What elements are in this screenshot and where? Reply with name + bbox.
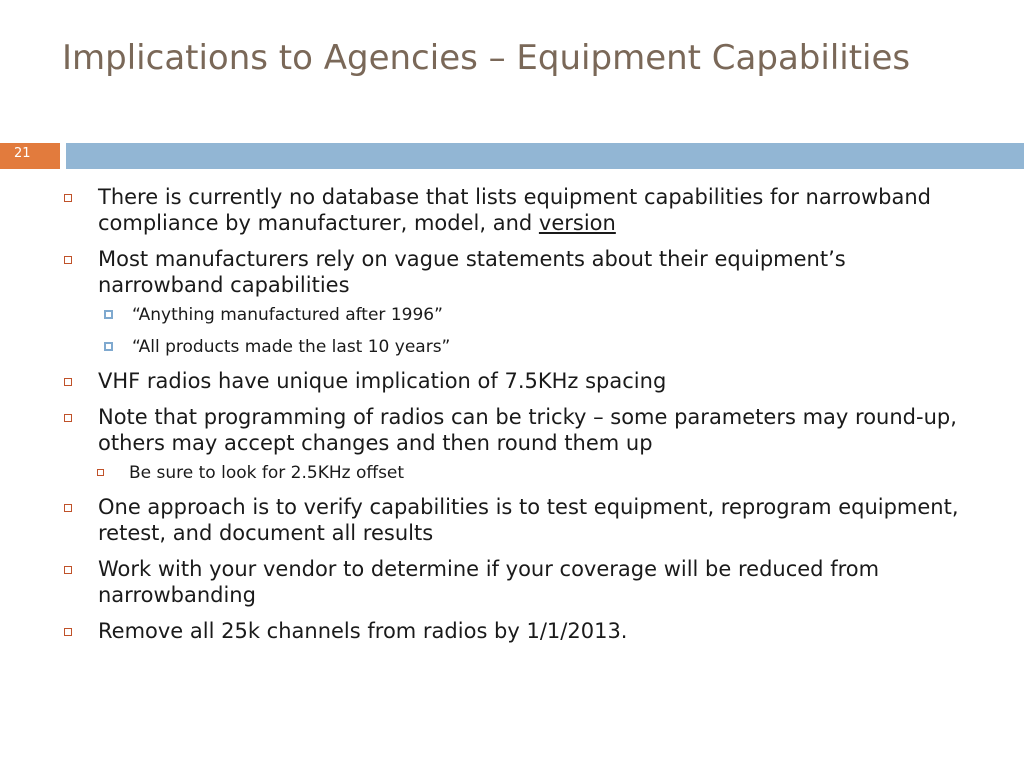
square-bullet-icon [64,378,72,386]
filled-square-bullet-icon [104,342,113,351]
band-bar [66,143,1024,169]
sub-bullet-item [0,336,1024,358]
version-link[interactable]: version [538,211,616,235]
bullet-item [0,246,1024,298]
square-bullet-icon [64,256,72,264]
bullet-item [0,556,1024,608]
slide-number-box [0,143,60,169]
bullet-item [0,404,1024,456]
bullet-item [0,494,1024,546]
bullet-text: One approach is to verify capabilities is to test equipment, reprogram equipment, retest, and document all results [98,495,959,545]
bullet-text: Most manufacturers rely on vague statements about their equipment’s narrowband capabilities [98,247,846,297]
square-bullet-icon [64,414,72,422]
slide-title: Implications to Agencies – Equipment Capabilities [62,38,911,78]
square-bullet-icon [97,469,104,476]
filled-square-bullet-icon [104,310,113,319]
square-bullet-icon [64,504,72,512]
sub-bullet-text: “Anything manufactured after 1996” [132,305,443,325]
bullet-item [0,368,1024,394]
bullet-list [0,184,1024,654]
bullet-text: Note that programming of radios can be tricky – some parameters may round-up, others may accept changes and then round them up [98,405,957,455]
bullet-item [0,184,1024,236]
bullet-item [0,618,1024,644]
sub-bullet-text: Be sure to look for 2.5KHz offset [129,463,405,483]
sub-bullet-text: “All products made the last 10 years” [132,337,451,357]
title-band [0,143,1024,169]
slide-number: 21 [14,146,31,161]
bullet-text: Remove all 25k channels from radios by 1/1/2013. [98,619,628,643]
bullet-text: There is currently no database that lists equipment capabilities for narrowband compliance by manufacturer, model, and [98,185,932,235]
square-bullet-icon [64,628,72,636]
sub-bullet-item [0,304,1024,326]
square-bullet-icon [64,566,72,574]
sub-bullet-item [0,462,1024,484]
bullet-text: VHF radios have unique implication of 7.5KHz spacing [98,369,667,393]
square-bullet-icon [64,194,72,202]
bullet-text: Work with your vendor to determine if your coverage will be reduced from narrowbanding [98,557,880,607]
